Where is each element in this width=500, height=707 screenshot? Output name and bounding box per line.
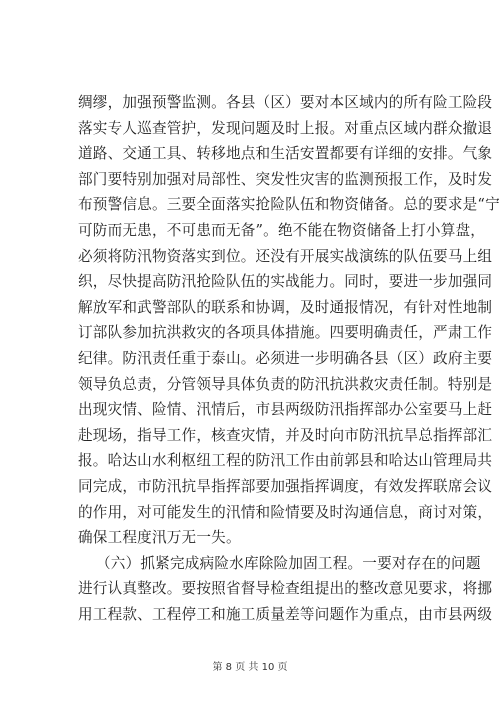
text-line: 订部队参加抗洪救灾的各项具体措施。四要明确责任，严肃工作	[78, 324, 493, 342]
text-line: 落实专人巡查管护，发现问题及时上报。对重点区域内群众撤退	[78, 119, 493, 137]
text-line: 绸缪，加强预警监测。各县（区）要对本区域内的所有险工险段	[78, 94, 493, 111]
text-line: 部门要特别加强对局部性、突发性灾害的监测预报工作，及时发	[78, 170, 493, 188]
text-line: 进行认真整改。要按照省督导检查组提出的整改意见要求，将挪	[78, 580, 493, 598]
text-line: 领导负总责，分管领导具体负责的防汛抗洪救灾责任制。特别是	[78, 375, 493, 393]
text-line: 织，尽快提高防汛抢险队伍的实战能力。同时，要进一步加强同	[78, 273, 493, 291]
page-footer: 第 8 页 共 10 页	[212, 662, 288, 673]
text-line: 同完成，市防汛抗旱指挥部要加强指挥调度，有效发挥联席会议	[78, 477, 493, 495]
text-line: 用工程款、工程停工和施工质量差等问题作为重点，由市县两级	[78, 605, 493, 623]
text-line: 确保工程度汛万无一失。	[78, 529, 241, 547]
body-text	[78, 90, 500, 627]
text-line: 的作用，对可能发生的汛情和险情要及时沟通信息，商讨对策，	[78, 503, 493, 521]
text-line: 道路、交通工具、转移地点和生活安置都要有详细的安排。气象	[78, 145, 493, 163]
text-line: 布预警信息。三要全面落实抢险队伍和物资储备。总的要求是“宁	[78, 196, 500, 214]
text-line: 可防而无患，不可患而无备”。绝不能在物资储备上打小算盘，	[78, 221, 486, 239]
text-line: 解放军和武警部队的联系和协调，及时通报情况，有针对性地制	[78, 298, 493, 316]
text-line: （六）抓紧完成病险水库除险加固工程。一要对存在的问题	[96, 554, 481, 572]
text-line: 赴现场，指导工作，核查灾情，并及时向市防汛抗旱总指挥部汇	[78, 426, 493, 444]
text-line: 必须将防汛物资落实到位。还没有开展实战演练的队伍要马上组	[78, 247, 493, 265]
text-line: 纪律。防汛责任重于泰山。必须进一步明确各县（区）政府主要	[78, 349, 493, 367]
text-line: 出现灾情、险情、汛情后，市县两级防汛指挥部办公室要马上赶	[78, 401, 493, 419]
text-line: 报。哈达山水利枢纽工程的防汛工作由前郭县和哈达山管理局共	[78, 452, 493, 470]
